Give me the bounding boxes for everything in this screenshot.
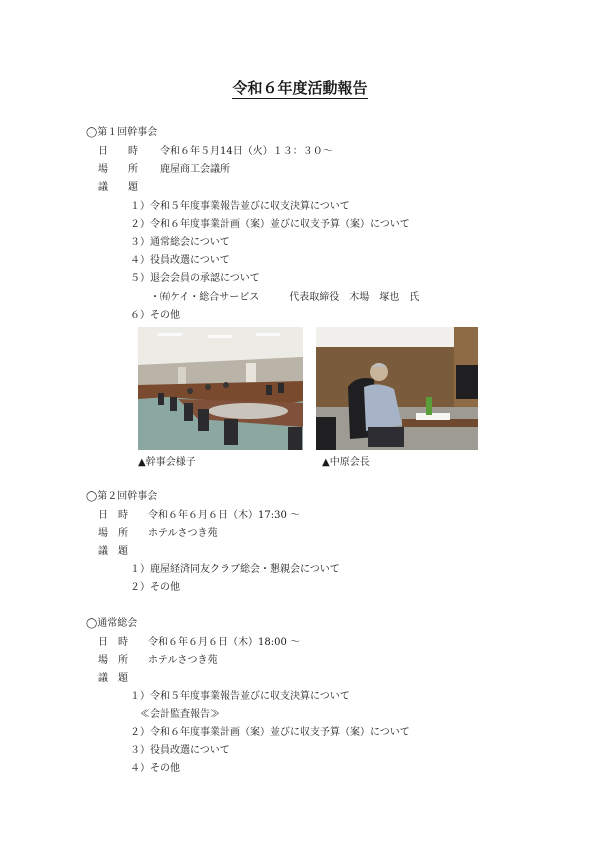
meeting-photo-caption: ▲幹事会様子 [138,457,196,468]
section-2-place-value: ホテルさつき苑 [148,528,218,539]
section-1-agenda-item: ３）通常総会について [130,237,230,248]
section-3-date-label: 日 時 [98,637,128,648]
section-2-heading: ◯第２回幹事会 [86,491,158,502]
chairman-photo [316,327,478,450]
meeting-photo [138,327,303,450]
section-1-agenda-item: １）令和５年度事業報告並びに収支決算について [130,201,350,212]
section-1-agenda-item: ２）令和６年度事業計画（案）並びに収支予算（案）について [130,219,410,230]
section-3-agenda-item: １）令和５年度事業報告並びに収支決算について [130,691,350,702]
section-1-agenda-subitem: ・㈲ケイ・総合サービス 代表取締役 木場 塚也 氏 [150,292,420,303]
section-2-agenda-item: １）鹿屋経済同友クラブ総会・懇親会について [130,564,340,575]
section-3-agenda-note: ≪会計監査報告≫ [140,709,220,720]
section-1-place-label: 場 所 [98,164,138,175]
section-1-date-value: 令和６年５月14日（火）１３：３０～ [160,146,333,157]
section-2-date-label: 日 時 [98,510,128,521]
section-1-agenda-item: ５）退会会員の承認について [130,273,260,284]
section-1-date-label: 日 時 [98,146,138,157]
section-2-agenda-label: 議 題 [98,546,128,557]
section-2-agenda-item: ２）その他 [130,582,180,593]
section-1-agenda-item: ６）その他 [130,310,180,321]
section-1-heading: ◯第１回幹事会 [86,127,158,138]
section-3-place-value: ホテルさつき苑 [148,655,218,666]
section-3-agenda-label: 議 題 [98,673,128,684]
section-2-place-label: 場 所 [98,528,128,539]
section-3-agenda-item: ３）役員改選について [130,745,230,756]
section-3-agenda-item: ４）その他 [130,763,180,774]
section-2-date-value: 令和６年６月６日（木）17:30 ～ [148,510,300,521]
chairman-photo-caption: ▲中原会長 [322,457,370,468]
section-3-date-value: 令和６年６月６日（木）18:00 ～ [148,637,300,648]
section-1-place-value: 鹿屋商工会議所 [160,164,230,175]
section-3-place-label: 場 所 [98,655,128,666]
section-3-heading: ◯通常総会 [86,618,138,629]
section-3-agenda-item: ２）令和６年度事業計画（案）並びに収支予算（案）について [130,727,410,738]
section-1-agenda-label: 議 題 [98,182,138,193]
section-1-agenda-item: ４）役員改選について [130,255,230,266]
document-title: 令和６年度活動報告 [232,79,368,97]
